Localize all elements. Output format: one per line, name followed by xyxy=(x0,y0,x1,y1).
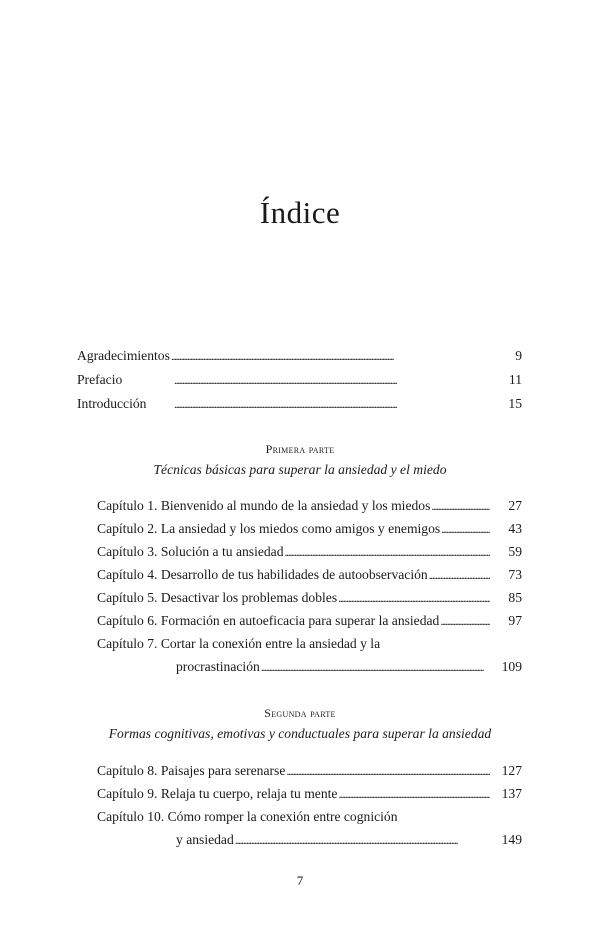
leader-dots xyxy=(440,610,490,632)
toc-entry-page: 15 xyxy=(508,396,522,411)
toc-entry-chapter-4[interactable] xyxy=(97,564,522,586)
toc-entry-chapter-5[interactable] xyxy=(97,587,522,609)
toc-entry-label: procrastinación xyxy=(176,659,260,674)
toc-entry-label: Prefacio xyxy=(77,372,123,387)
leader-dots xyxy=(338,587,490,609)
leader-dots xyxy=(286,760,490,782)
toc-entry-label: Capítulo 7. Cortar la conexión entre la ansiedad y la xyxy=(97,636,381,651)
toc-entry-introduccion[interactable] xyxy=(77,393,522,415)
leader-dots xyxy=(441,518,490,540)
part-heading: Segunda parte xyxy=(264,706,336,720)
toc-entry-label: Capítulo 5. Desactivar los problemas dobles xyxy=(97,590,338,605)
toc-entry-chapter-10-continuation[interactable] xyxy=(176,829,522,851)
toc-entry-page: 149 xyxy=(501,832,522,847)
part-heading: Primera parte xyxy=(265,442,335,456)
toc-entry-chapter-7-continuation[interactable] xyxy=(176,656,522,678)
leader-dots xyxy=(431,495,490,517)
toc-entry-chapter-3[interactable] xyxy=(97,541,522,563)
toc-entry-agradecimientos[interactable] xyxy=(77,345,522,367)
toc-entry-page: 27 xyxy=(508,498,522,513)
leader-dots xyxy=(285,541,490,563)
leader-dots xyxy=(338,783,490,805)
toc-entry-label: Introducción xyxy=(77,396,147,411)
part-subtitle: Formas cognitivas, emotivas y conductuales para superar la ansiedad xyxy=(108,726,492,741)
page-title: Índice xyxy=(259,195,341,230)
toc-entry-page: 137 xyxy=(501,786,522,801)
toc-entry-page: 109 xyxy=(501,659,522,674)
toc-entry-page: 97 xyxy=(508,613,522,628)
toc-entry-page: 11 xyxy=(508,372,522,387)
page-number: 7 xyxy=(296,873,304,888)
toc-entry-label: Capítulo 3. Solución a tu ansiedad xyxy=(97,544,284,559)
toc-entry-label: Capítulo 6. Formación en autoeficacia para superar la ansiedad xyxy=(97,613,440,628)
leader-dots xyxy=(174,369,495,391)
toc-entry-label: Capítulo 1. Bienvenido al mundo de la ansiedad y los miedos xyxy=(97,498,431,513)
toc-entry-chapter-10[interactable] xyxy=(97,806,522,828)
toc-entry-chapter-8[interactable] xyxy=(97,760,522,782)
toc-entry-chapter-6[interactable] xyxy=(97,610,522,632)
toc-entry-chapter-9[interactable] xyxy=(97,783,522,805)
toc-entry-chapter-7[interactable] xyxy=(97,633,522,655)
toc-entry-label: y ansiedad xyxy=(176,832,234,847)
leader-dots xyxy=(174,393,495,415)
leader-dots xyxy=(171,345,495,367)
toc-entry-label: Capítulo 2. La ansiedad y los miedos como amigos y enemigos xyxy=(97,521,441,536)
toc-entry-prefacio[interactable] xyxy=(77,369,522,391)
toc-entry-page: 9 xyxy=(515,348,522,363)
toc-entry-label: Capítulo 8. Paisajes para serenarse xyxy=(97,763,286,778)
part-subtitle: Técnicas básicas para superar la ansiedad y el miedo xyxy=(153,462,447,477)
toc-entry-label: Agradecimientos xyxy=(77,348,170,363)
toc-entry-label: Capítulo 4. Desarrollo de tus habilidades de autoobservación xyxy=(97,567,428,582)
toc-entry-page: 73 xyxy=(508,567,522,582)
toc-entry-label: Capítulo 10. Cómo romper la conexión entre cognición xyxy=(97,809,398,824)
leader-dots xyxy=(235,829,493,851)
leader-dots xyxy=(429,564,490,586)
toc-entry-page: 59 xyxy=(508,544,522,559)
toc-entry-chapter-2[interactable] xyxy=(97,518,522,540)
leader-dots xyxy=(261,656,493,678)
toc-entry-page: 43 xyxy=(508,521,522,536)
toc-entry-chapter-1[interactable] xyxy=(97,495,522,517)
toc-entry-page: 85 xyxy=(508,590,522,605)
toc-entry-page: 127 xyxy=(501,763,522,778)
toc-entry-label: Capítulo 9. Relaja tu cuerpo, relaja tu mente xyxy=(97,786,338,801)
